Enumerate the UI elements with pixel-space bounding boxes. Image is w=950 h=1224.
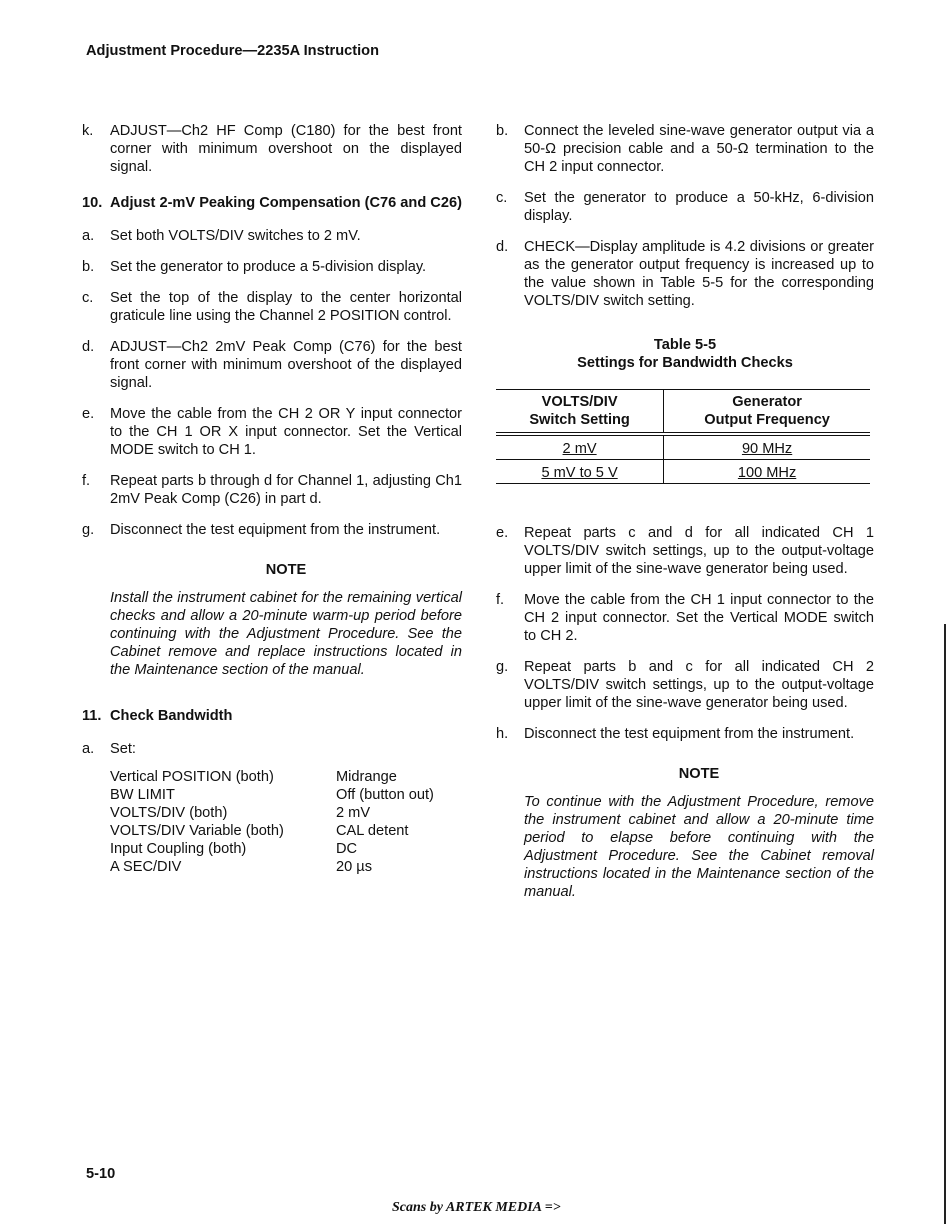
step-text: Set: [110, 741, 136, 757]
step-letter: a. [82, 228, 95, 244]
step-text: Set the generator to produce a 5-division display. [110, 259, 427, 275]
step-text: Set the top of the display to the center horizontal graticule line using the Channel 2 POSITION control. [110, 290, 462, 324]
header-line: VOLTS/DIV [541, 394, 618, 410]
step-text: Set both VOLTS/DIV switches to 2 mV. [110, 228, 361, 244]
step-letter: d. [496, 239, 509, 255]
section-10-heading [82, 194, 462, 212]
step-letter: g. [82, 522, 95, 538]
step-letter: d. [82, 339, 95, 355]
step-text: Set the generator to produce a 50-kHz, 6-division display. [524, 190, 874, 224]
setting-cell-text: 2 mV [562, 441, 597, 457]
step-k [82, 122, 462, 176]
table-title: Settings for Bandwidth Checks [577, 355, 793, 371]
settings-values [336, 768, 434, 876]
setting-name: A SEC/DIV [110, 859, 182, 875]
step-letter: a. [82, 741, 95, 757]
step-h [496, 725, 874, 743]
table-row [496, 460, 870, 484]
spacer [496, 484, 874, 524]
step-letter: e. [82, 406, 95, 422]
frequency-cell-text: 90 MHz [741, 441, 793, 457]
step-letter: b. [496, 123, 509, 139]
column-header-output-frequency [664, 390, 870, 435]
step-letter: b. [82, 259, 95, 275]
bandwidth-table [496, 389, 870, 484]
setting-value: CAL detent [336, 823, 409, 839]
step-text: CHECK—Display amplitude is 4.2 divisions or greater as the generator output frequency is increased up to the value shown in Table 5-5 for the corresponding VOLTS/DIV switch setting. [524, 239, 874, 309]
scan-edge-line [944, 624, 946, 1224]
column-header-switch-setting [496, 390, 664, 435]
header-line: Switch Setting [529, 412, 630, 428]
step-letter: f. [82, 473, 91, 489]
note-body: Install the instrument cabinet for the remaining vertical checks and allow a 20-minute warm-up period before continuing with the Adjustment Procedure. See the Cabinet remove and replace instructions located in the Maintenance section of the manual. [110, 590, 462, 678]
setting-value: Off (button out) [336, 787, 434, 803]
setting-cell [496, 434, 664, 460]
step-b [82, 258, 462, 276]
settings-names [110, 768, 336, 876]
step-letter: c. [82, 290, 94, 306]
frequency-cell-text: 100 MHz [737, 465, 797, 481]
step-text: Repeat parts b and c for all indicated CH 2 VOLTS/DIV switch settings, up to the output-voltage upper limit of the sine-wave generator being used. [524, 659, 874, 711]
header-line: Generator [732, 394, 802, 410]
step-text: Disconnect the test equipment from the instrument. [524, 726, 855, 742]
settings-list [110, 768, 462, 876]
step-text: Repeat parts c and d for all indicated CH 1 VOLTS/DIV switch settings, up to the output-voltage upper limit of the sine-wave generator being used. [524, 525, 874, 577]
step-f [496, 591, 874, 645]
section-title: Adjust 2-mV Peaking Compensation (C76 and C26) [110, 195, 462, 211]
header-line: Output Frequency [704, 412, 830, 428]
note-body: To continue with the Adjustment Procedure, remove the instrument cabinet and allow a 20-minute time period to elapse before continuing with the Adjustment Procedure. See the Cabinet removal instructions located in the Maintenance section of the manual. [524, 794, 874, 900]
step-letter: c. [496, 190, 508, 206]
setting-name: VOLTS/DIV Variable (both) [110, 823, 284, 839]
setting-value: 20 µs [336, 859, 372, 875]
step-f [82, 472, 462, 508]
section-number: 11. [82, 708, 102, 724]
step-e [82, 405, 462, 459]
setting-value: 2 mV [336, 805, 371, 821]
note-title: NOTE [265, 562, 307, 578]
step-d [82, 338, 462, 392]
frequency-cell [664, 460, 870, 484]
step-text: Connect the leveled sine-wave generator output via a 50-Ω precision cable and a 50-Ω termination to the CH 2 input connector. [524, 123, 874, 175]
step-g [82, 521, 462, 539]
scan-credit: Scans by ARTEK MEDIA => [392, 1200, 561, 1215]
table-header-row [496, 390, 870, 435]
frequency-cell [664, 434, 870, 460]
setting-name: VOLTS/DIV (both) [110, 805, 228, 821]
step-e [496, 524, 874, 578]
setting-value: Midrange [336, 769, 397, 785]
step-letter: k. [82, 123, 94, 139]
step-d [496, 238, 874, 310]
setting-name: BW LIMIT [110, 787, 175, 803]
setting-name: Vertical POSITION (both) [110, 769, 274, 785]
setting-name: Input Coupling (both) [110, 841, 247, 857]
setting-cell [496, 460, 664, 484]
left-column [82, 122, 462, 876]
step-letter: e. [496, 525, 509, 541]
page-number: 5-10 [86, 1166, 116, 1182]
table-row [496, 434, 870, 460]
step-letter: f. [496, 592, 505, 608]
step-letter: g. [496, 659, 509, 675]
step-a [82, 227, 462, 245]
step-c [82, 289, 462, 325]
setting-value: DC [336, 841, 358, 857]
table-caption [496, 336, 874, 372]
setting-cell-text: 5 mV to 5 V [541, 465, 618, 481]
section-title: Check Bandwidth [110, 708, 233, 724]
step-text: Move the cable from the CH 2 OR Y input connector to the CH 1 OR X input connector. Set the Vertical MODE switch to CH 1. [110, 406, 462, 458]
page-header: Adjustment Procedure—2235A Instruction [86, 43, 380, 59]
step-text: Disconnect the test equipment from the instrument. [110, 522, 441, 538]
step-text: Move the cable from the CH 1 input connector to the CH 2 input connector. Set the Vertical MODE switch to CH 2. [524, 592, 874, 644]
step-text: ADJUST—Ch2 2mV Peak Comp (C76) for the best front corner with minimum overshoot of the displayed signal. [110, 339, 462, 391]
step-g [496, 658, 874, 712]
note-title: NOTE [678, 766, 720, 782]
step-text: ADJUST—Ch2 HF Comp (C180) for the best front corner with minimum overshoot on the displayed signal. [110, 123, 462, 175]
step-text: Repeat parts b through d for Channel 1, adjusting Ch1 2mV Peak Comp (C26) in part d. [110, 473, 462, 507]
section-number: 10. [82, 195, 103, 211]
step-b [496, 122, 874, 176]
table-number: Table 5-5 [653, 337, 717, 353]
section-11-heading [82, 707, 462, 725]
step-a-set [82, 740, 462, 758]
right-column [496, 122, 874, 901]
step-c [496, 189, 874, 225]
step-letter: h. [496, 726, 509, 742]
